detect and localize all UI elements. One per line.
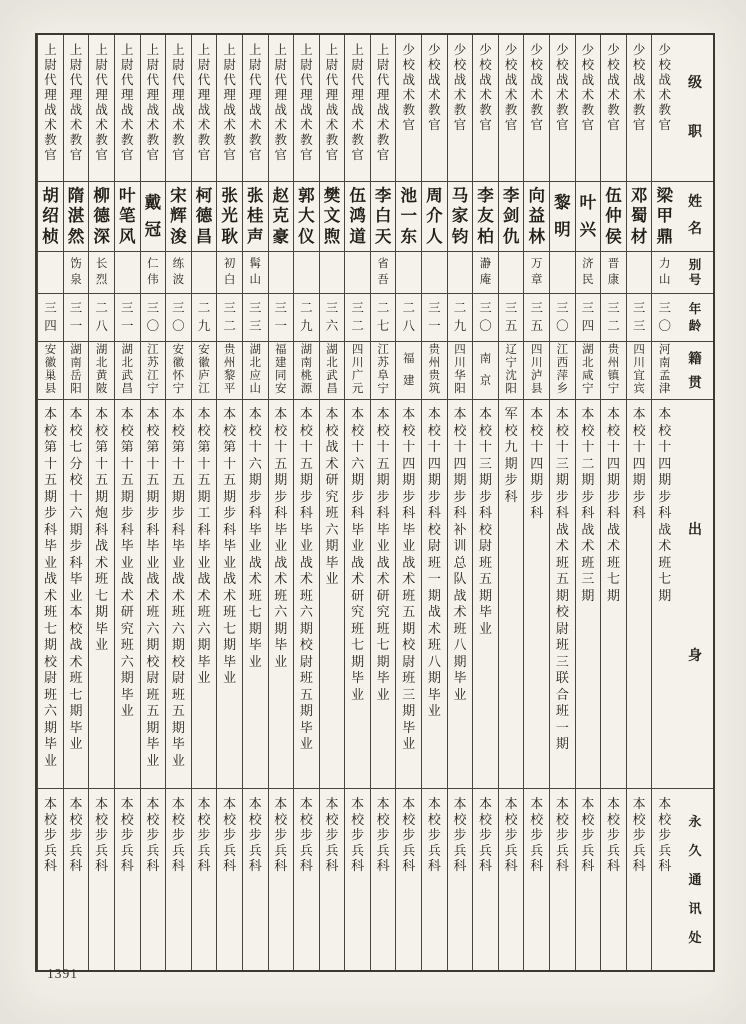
header-column xyxy=(677,35,713,970)
name-cell: 柳 德 深 xyxy=(89,182,114,252)
age-cell: 三 二 xyxy=(601,294,626,342)
person-column xyxy=(651,35,677,970)
name-cell: 周 介 人 xyxy=(422,182,447,252)
header-name: 姓 名 xyxy=(677,182,713,252)
origin-cell: 本 校 十 五 期 步 科 毕 业 战 术 班 六 期 毕 业 xyxy=(269,400,294,789)
name-cell: 张 光 耿 xyxy=(217,182,242,252)
hao-cell xyxy=(550,252,575,294)
address-cell: 本 校 步 兵 科 xyxy=(171,796,185,873)
age-cell: 三 一 xyxy=(422,294,447,342)
person-column xyxy=(395,35,421,970)
age-cell: 二 七 xyxy=(371,294,396,342)
age-cell: 三 五 xyxy=(499,294,524,342)
native-cell: 南 京 xyxy=(473,342,498,400)
person-column xyxy=(88,35,114,970)
address-cell: 本 校 步 兵 科 xyxy=(607,796,621,873)
native-cell: 湖 北 武 昌 xyxy=(320,342,345,400)
address-cell: 本 校 步 兵 科 xyxy=(530,796,544,873)
native-cell: 贵 州 黎 平 xyxy=(217,342,242,400)
native-cell: 福 建 同 安 xyxy=(269,342,294,400)
address-cell: 本 校 步 兵 科 xyxy=(479,796,493,873)
native-cell: 四 川 泸 县 xyxy=(524,342,549,400)
native-cell: 河 南 孟 津 xyxy=(652,342,677,400)
address-cell: 本 校 步 兵 科 xyxy=(223,796,237,873)
age-cell: 三 五 xyxy=(524,294,549,342)
person-column xyxy=(63,35,89,970)
origin-cell: 本 校 十 四 期 步 科 xyxy=(524,400,549,789)
hao-cell: 仁 伟 xyxy=(141,252,166,294)
address-cell: 本 校 步 兵 科 xyxy=(146,796,160,873)
name-cell: 隋 湛 然 xyxy=(64,182,89,252)
name-cell: 向 益 林 xyxy=(524,182,549,252)
origin-cell: 本 校 十 六 期 步 科 毕 业 战 术 研 究 班 七 期 毕 业 xyxy=(345,400,370,789)
name-cell: 邓 蜀 材 xyxy=(627,182,652,252)
hao-cell: 省 吾 xyxy=(371,252,396,294)
native-cell: 湖 南 岳 阳 xyxy=(64,342,89,400)
rank-cell: 少 校 战 术 教 官 xyxy=(627,35,652,182)
rank-cell: 少 校 战 术 教 官 xyxy=(499,35,524,182)
native-cell: 湖 北 咸 宁 xyxy=(576,342,601,400)
name-cell: 张 桂 声 xyxy=(243,182,268,252)
age-cell: 三 四 xyxy=(576,294,601,342)
age-cell: 二 九 xyxy=(294,294,319,342)
rank-cell: 上 尉 代 理 战 术 教 官 xyxy=(166,35,191,182)
hao-cell xyxy=(115,252,140,294)
hao-cell xyxy=(192,252,217,294)
name-cell: 郭 大 仪 xyxy=(294,182,319,252)
native-cell: 安 徽 巢 县 xyxy=(38,342,63,400)
hao-cell xyxy=(38,252,63,294)
age-cell: 三 二 xyxy=(345,294,370,342)
rank-cell: 少 校 战 术 教 官 xyxy=(601,35,626,182)
age-cell: 三 一 xyxy=(64,294,89,342)
origin-cell: 本 校 十 五 期 步 科 毕 业 战 术 研 究 班 七 期 毕 业 xyxy=(371,400,396,789)
hao-cell xyxy=(422,252,447,294)
origin-cell: 本 校 十 三 期 步 科 战 术 班 五 期 校 尉 班 三 联 合 班 一 期 xyxy=(550,400,575,789)
native-cell: 四 川 广 元 xyxy=(345,342,370,400)
age-cell: 二 八 xyxy=(89,294,114,342)
rank-cell: 上 尉 代 理 战 术 教 官 xyxy=(38,35,63,182)
name-cell: 戴 冠 xyxy=(141,182,166,252)
address-cell: 本 校 步 兵 科 xyxy=(69,796,83,873)
person-column xyxy=(344,35,370,970)
name-cell: 樊 文 煦 xyxy=(320,182,345,252)
name-cell: 马 家 钧 xyxy=(448,182,473,252)
rank-cell: 少 校 战 术 教 官 xyxy=(550,35,575,182)
person-column xyxy=(600,35,626,970)
address-cell: 本 校 步 兵 科 xyxy=(453,796,467,873)
age-cell: 三 〇 xyxy=(652,294,677,342)
header-rank: 级 职 xyxy=(677,35,713,182)
hao-cell xyxy=(448,252,473,294)
address-cell: 本 校 步 兵 科 xyxy=(95,796,109,873)
hao-cell xyxy=(345,252,370,294)
rank-cell: 少 校 战 术 教 官 xyxy=(396,35,421,182)
address-cell: 本 校 步 兵 科 xyxy=(427,796,441,873)
rank-cell: 上 尉 代 理 战 术 教 官 xyxy=(141,35,166,182)
age-cell: 三 〇 xyxy=(166,294,191,342)
name-cell: 池 一 东 xyxy=(396,182,421,252)
name-cell: 伍 仲 侯 xyxy=(601,182,626,252)
address-cell: 本 校 步 兵 科 xyxy=(299,796,313,873)
rank-cell: 少 校 战 术 教 官 xyxy=(448,35,473,182)
native-cell: 江 苏 江 宁 xyxy=(141,342,166,400)
origin-cell: 本 校 第 十 五 期 步 科 毕 业 战 术 班 七 期 校 尉 班 六 期 毕 业 xyxy=(38,400,63,789)
hao-cell xyxy=(499,252,524,294)
rank-cell: 上 尉 代 理 战 术 教 官 xyxy=(217,35,242,182)
native-cell: 湖 北 应 山 xyxy=(243,342,268,400)
person-column xyxy=(268,35,294,970)
origin-cell: 本 校 十 四 期 步 科 战 术 班 七 期 xyxy=(601,400,626,789)
native-cell: 贵 州 镇 宁 xyxy=(601,342,626,400)
hao-cell xyxy=(294,252,319,294)
origin-cell: 本 校 十 二 期 步 科 战 术 班 三 期 xyxy=(576,400,601,789)
age-cell: 二 九 xyxy=(448,294,473,342)
origin-cell: 本 校 第 十 五 期 步 科 毕 业 战 术 研 究 班 六 期 毕 业 xyxy=(115,400,140,789)
name-cell: 叶 兴 xyxy=(576,182,601,252)
native-cell: 安 徽 庐 江 xyxy=(192,342,217,400)
rank-cell: 少 校 战 术 教 官 xyxy=(473,35,498,182)
header-origin: 出 身 xyxy=(677,400,713,789)
name-cell: 李 友 柏 xyxy=(473,182,498,252)
person-column xyxy=(523,35,549,970)
native-cell: 四 川 华 阳 xyxy=(448,342,473,400)
origin-cell: 本 校 十 四 期 步 科 校 尉 班 一 期 战 术 班 八 期 毕 业 xyxy=(422,400,447,789)
person-column xyxy=(370,35,396,970)
address-cell: 本 校 步 兵 科 xyxy=(581,796,595,873)
hao-cell xyxy=(627,252,652,294)
origin-cell: 本 校 十 五 期 步 科 毕 业 战 术 班 六 期 校 尉 班 五 期 毕 业 xyxy=(294,400,319,789)
name-cell: 叶 笔 风 xyxy=(115,182,140,252)
name-cell: 李 剑 仇 xyxy=(499,182,524,252)
age-cell: 三 一 xyxy=(269,294,294,342)
hao-cell: 练 波 xyxy=(166,252,191,294)
person-column xyxy=(140,35,166,970)
origin-cell: 本 校 第 十 五 期 步 科 毕 业 战 术 班 六 期 校 尉 班 五 期 毕 业 xyxy=(141,400,166,789)
age-cell: 三 〇 xyxy=(141,294,166,342)
header-age: 年 龄 xyxy=(677,294,713,342)
address-cell: 本 校 步 兵 科 xyxy=(658,796,672,873)
native-cell: 福 建 xyxy=(396,342,421,400)
person-column xyxy=(472,35,498,970)
address-cell: 本 校 步 兵 科 xyxy=(402,796,416,873)
native-cell: 湖 北 武 昌 xyxy=(115,342,140,400)
name-cell: 赵 克 豪 xyxy=(269,182,294,252)
origin-cell: 本 校 十 四 期 步 科 补 训 总 队 战 术 班 八 期 毕 业 xyxy=(448,400,473,789)
address-cell: 本 校 步 兵 科 xyxy=(325,796,339,873)
rank-cell: 上 尉 代 理 战 术 教 官 xyxy=(89,35,114,182)
address-cell: 本 校 步 兵 科 xyxy=(555,796,569,873)
origin-cell: 本 校 十 六 期 步 科 毕 业 战 术 班 七 期 毕 业 xyxy=(243,400,268,789)
address-cell: 本 校 步 兵 科 xyxy=(351,796,365,873)
header-native: 籍 贯 xyxy=(677,342,713,400)
hao-cell: 长 烈 xyxy=(89,252,114,294)
rank-cell: 上 尉 代 理 战 术 教 官 xyxy=(269,35,294,182)
page-number: 1391 xyxy=(47,966,78,981)
hao-cell: 济 民 xyxy=(576,252,601,294)
rank-cell: 少 校 战 术 教 官 xyxy=(422,35,447,182)
hao-cell: 瀞 庵 xyxy=(473,252,498,294)
origin-cell: 本 校 七 分 校 十 六 期 步 科 毕 业 本 校 战 术 班 七 期 毕 业 xyxy=(64,400,89,789)
age-cell: 三 〇 xyxy=(473,294,498,342)
address-cell: 本 校 步 兵 科 xyxy=(376,796,390,873)
rank-cell: 上 尉 代 理 战 术 教 官 xyxy=(320,35,345,182)
person-column xyxy=(421,35,447,970)
age-cell: 二 八 xyxy=(396,294,421,342)
rank-cell: 上 尉 代 理 战 术 教 官 xyxy=(192,35,217,182)
native-cell: 辽 宁 沈 阳 xyxy=(499,342,524,400)
name-cell: 柯 德 昌 xyxy=(192,182,217,252)
hao-cell: 初 白 xyxy=(217,252,242,294)
person-column xyxy=(165,35,191,970)
rank-cell: 上 尉 代 理 战 术 教 官 xyxy=(243,35,268,182)
rank-cell: 上 尉 代 理 战 术 教 官 xyxy=(64,35,89,182)
name-cell: 伍 鸿 道 xyxy=(345,182,370,252)
native-cell: 贵 州 贵 筑 xyxy=(422,342,447,400)
age-cell: 三 六 xyxy=(320,294,345,342)
origin-cell: 本 校 十 四 期 步 科 毕 业 战 术 班 五 期 校 尉 班 三 期 毕 业 xyxy=(396,400,421,789)
native-cell: 湖 北 黄 陂 xyxy=(89,342,114,400)
name-cell: 黎 明 xyxy=(550,182,575,252)
rank-cell: 少 校 战 术 教 官 xyxy=(652,35,677,182)
address-cell: 本 校 步 兵 科 xyxy=(120,796,134,873)
age-cell: 二 九 xyxy=(192,294,217,342)
address-cell: 本 校 步 兵 科 xyxy=(197,796,211,873)
person-column xyxy=(191,35,217,970)
person-column xyxy=(293,35,319,970)
native-cell: 四 川 宜 宾 xyxy=(627,342,652,400)
rank-cell: 上 尉 代 理 战 术 教 官 xyxy=(115,35,140,182)
address-cell: 本 校 步 兵 科 xyxy=(274,796,288,873)
name-cell: 宋 辉 浚 xyxy=(166,182,191,252)
origin-cell: 军 校 九 期 步 科 xyxy=(499,400,524,789)
hao-cell xyxy=(320,252,345,294)
native-cell: 江 西 萍 乡 xyxy=(550,342,575,400)
hao-cell xyxy=(396,252,421,294)
hao-cell: 饬 泉 xyxy=(64,252,89,294)
hao-cell: 万 章 xyxy=(524,252,549,294)
native-cell: 江 苏 阜 宁 xyxy=(371,342,396,400)
person-column xyxy=(575,35,601,970)
rank-cell: 少 校 战 术 教 官 xyxy=(576,35,601,182)
name-cell: 胡 绍 桢 xyxy=(38,182,63,252)
person-column xyxy=(626,35,652,970)
native-cell: 安 徽 怀 宁 xyxy=(166,342,191,400)
person-column xyxy=(242,35,268,970)
origin-cell: 本 校 战 术 研 究 班 六 期 毕 业 xyxy=(320,400,345,789)
origin-cell: 本 校 第 十 五 期 工 科 毕 业 战 术 班 六 期 毕 业 xyxy=(192,400,217,789)
address-cell: 本 校 步 兵 科 xyxy=(504,796,518,873)
name-cell: 梁 甲 鼎 xyxy=(652,182,677,252)
origin-cell: 本 校 第 十 五 期 炮 科 战 术 班 七 期 毕 业 xyxy=(89,400,114,789)
age-cell: 三 四 xyxy=(38,294,63,342)
person-column xyxy=(447,35,473,970)
address-cell: 本 校 步 兵 科 xyxy=(248,796,262,873)
origin-cell: 本 校 十 三 期 步 科 校 尉 班 五 期 毕 业 xyxy=(473,400,498,789)
hao-cell: 髯 山 xyxy=(243,252,268,294)
age-cell: 三 三 xyxy=(627,294,652,342)
person-column xyxy=(498,35,524,970)
origin-cell: 本 校 十 四 期 步 科 xyxy=(627,400,652,789)
address-cell: 本 校 步 兵 科 xyxy=(632,796,646,873)
rank-cell: 上 尉 代 理 战 术 教 官 xyxy=(294,35,319,182)
age-cell: 三 三 xyxy=(243,294,268,342)
person-column xyxy=(114,35,140,970)
person-column xyxy=(549,35,575,970)
origin-cell: 本 校 第 十 五 期 步 科 毕 业 战 术 班 六 期 校 尉 班 五 期 毕 业 xyxy=(166,400,191,789)
hao-cell: 力 山 xyxy=(652,252,677,294)
header-address: 永 久 通 讯 处 xyxy=(688,814,702,945)
name-cell: 李 白 天 xyxy=(371,182,396,252)
person-column xyxy=(216,35,242,970)
age-cell: 三 一 xyxy=(115,294,140,342)
hao-cell xyxy=(269,252,294,294)
native-cell: 湖 南 桃 源 xyxy=(294,342,319,400)
address-cell: 本 校 步 兵 科 xyxy=(43,796,57,873)
header-hao: 别 号 xyxy=(677,252,713,294)
person-column xyxy=(319,35,345,970)
age-cell: 三 二 xyxy=(217,294,242,342)
rank-cell: 上 尉 代 理 战 术 教 官 xyxy=(371,35,396,182)
roster-table xyxy=(35,33,715,972)
age-cell: 三 〇 xyxy=(550,294,575,342)
person-column xyxy=(37,35,63,970)
hao-cell: 晋 康 xyxy=(601,252,626,294)
origin-cell: 本 校 十 四 期 步 科 战 术 班 七 期 xyxy=(652,400,677,789)
rank-cell: 上 尉 代 理 战 术 教 官 xyxy=(345,35,370,182)
rank-cell: 少 校 战 术 教 官 xyxy=(524,35,549,182)
origin-cell: 本 校 第 十 五 期 步 科 毕 业 战 术 班 七 期 毕 业 xyxy=(217,400,242,789)
